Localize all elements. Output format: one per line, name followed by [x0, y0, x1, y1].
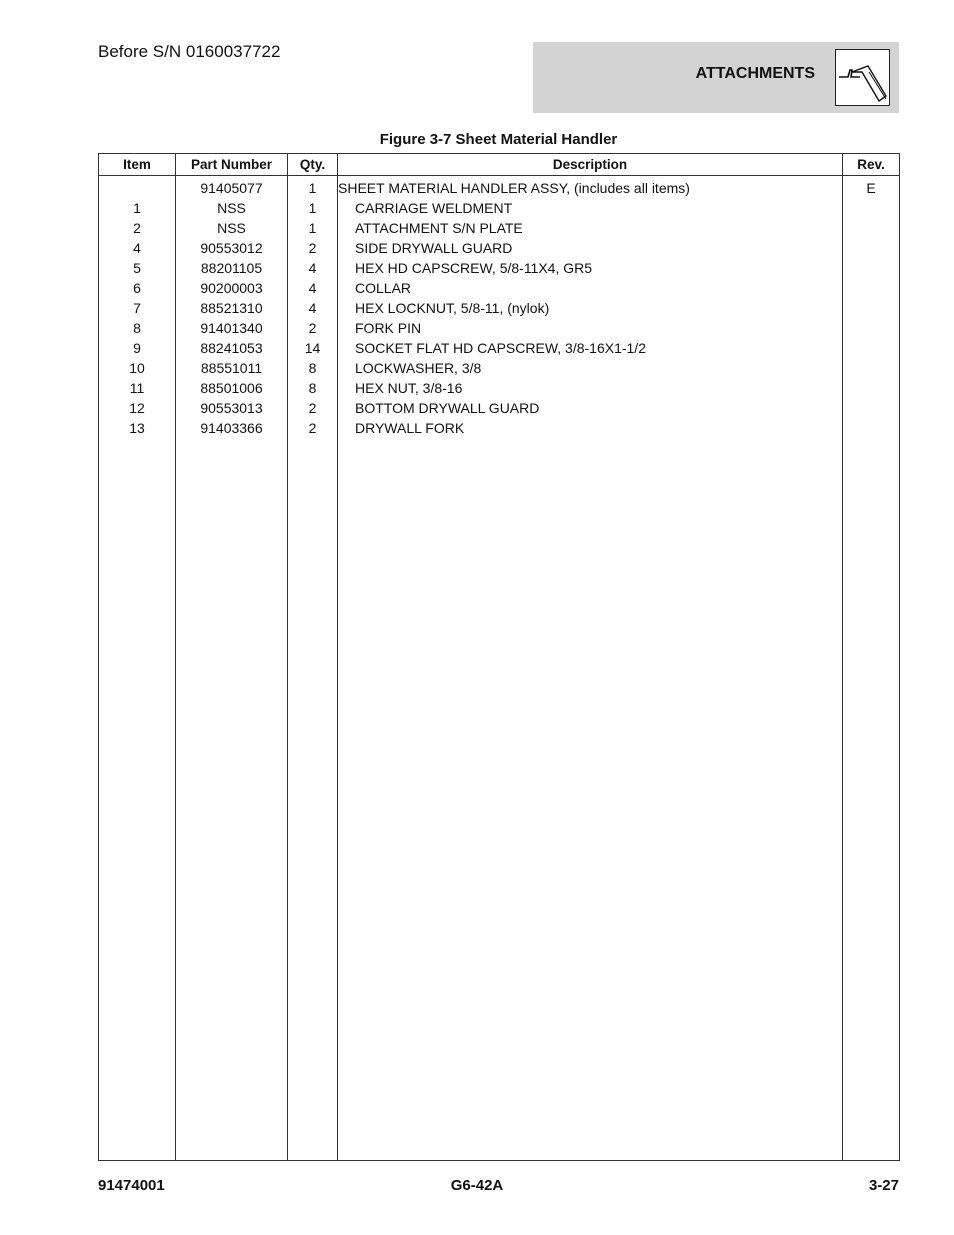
- quantity-cell: 4: [288, 258, 338, 278]
- table-row: [99, 318, 900, 338]
- part-number-cell: 91405077: [176, 176, 288, 199]
- table-filler-row: [99, 438, 900, 1161]
- parts-table: [98, 153, 900, 1161]
- description-cell: DRYWALL FORK: [338, 418, 843, 438]
- figure-title: Figure 3-7 Sheet Material Handler: [379, 131, 618, 148]
- description-cell: ATTACHMENT S/N PLATE: [338, 218, 843, 238]
- quantity-cell: 2: [288, 318, 338, 338]
- item-number-cell: 6: [99, 278, 176, 298]
- model-number: G6-42A: [450, 1177, 504, 1194]
- column-header-qty: Qty.: [288, 154, 338, 176]
- serial-number-note: Before S/N 0160037722: [98, 42, 281, 61]
- section-banner: [533, 42, 899, 113]
- description-cell: SIDE DRYWALL GUARD: [338, 238, 843, 258]
- quantity-cell: 2: [288, 398, 338, 418]
- quantity-cell: 8: [288, 378, 338, 398]
- table-row: [99, 418, 900, 438]
- parts-table-body: [99, 176, 900, 1161]
- revision-cell: [843, 338, 900, 358]
- quantity-cell: 1: [288, 176, 338, 199]
- item-number-cell: 8: [99, 318, 176, 338]
- description-cell: FORK PIN: [338, 318, 843, 338]
- quantity-cell: 4: [288, 298, 338, 318]
- description-cell: CARRIAGE WELDMENT: [338, 198, 843, 218]
- column-header-description: Description: [338, 154, 843, 176]
- item-number-cell: 12: [99, 398, 176, 418]
- description-cell: COLLAR: [338, 278, 843, 298]
- table-row: [99, 378, 900, 398]
- quantity-cell: 1: [288, 218, 338, 238]
- revision-cell: [843, 398, 900, 418]
- part-number-cell: 88501006: [176, 378, 288, 398]
- table-row: [99, 298, 900, 318]
- table-row: [99, 218, 900, 238]
- description-cell: LOCKWASHER, 3/8: [338, 358, 843, 378]
- quantity-cell: 14: [288, 338, 338, 358]
- revision-cell: [843, 318, 900, 338]
- page-number: 3-27: [868, 1177, 899, 1194]
- quantity-cell: 2: [288, 418, 338, 438]
- description-cell: SOCKET FLAT HD CAPSCREW, 3/8-16X1-1/2: [338, 338, 843, 358]
- description-cell: BOTTOM DRYWALL GUARD: [338, 398, 843, 418]
- item-number-cell: 13: [99, 418, 176, 438]
- section-title: ATTACHMENTS: [695, 65, 815, 82]
- part-number-cell: 88521310: [176, 298, 288, 318]
- part-number-cell: 91401340: [176, 318, 288, 338]
- document-number: 91474001: [98, 1177, 165, 1194]
- table-header-row: [99, 154, 900, 176]
- part-number-cell: 90200003: [176, 278, 288, 298]
- quantity-cell: 1: [288, 198, 338, 218]
- item-number-cell: 9: [99, 338, 176, 358]
- description-cell: SHEET MATERIAL HANDLER ASSY, (includes all items): [338, 176, 843, 199]
- column-header-item: Item: [99, 154, 176, 176]
- item-number-cell: 11: [99, 378, 176, 398]
- part-number-cell: 88241053: [176, 338, 288, 358]
- column-header-part-number: Part Number: [176, 154, 288, 176]
- part-number-cell: NSS: [176, 198, 288, 218]
- revision-cell: [843, 198, 900, 218]
- revision-cell: E: [843, 176, 900, 199]
- description-cell: HEX LOCKNUT, 5/8-11, (nylok): [338, 298, 843, 318]
- column-header-rev: Rev.: [843, 154, 900, 176]
- quantity-cell: 8: [288, 358, 338, 378]
- table-row: [99, 198, 900, 218]
- item-number-cell: 1: [99, 198, 176, 218]
- part-number-cell: NSS: [176, 218, 288, 238]
- revision-cell: [843, 278, 900, 298]
- part-number-cell: 90553012: [176, 238, 288, 258]
- table-row: [99, 176, 900, 199]
- item-number-cell: [99, 176, 176, 199]
- description-cell: HEX HD CAPSCREW, 5/8-11X4, GR5: [338, 258, 843, 278]
- part-number-cell: 90553013: [176, 398, 288, 418]
- item-number-cell: 2: [99, 218, 176, 238]
- item-number-cell: 5: [99, 258, 176, 278]
- revision-cell: [843, 218, 900, 238]
- revision-cell: [843, 298, 900, 318]
- quantity-cell: 4: [288, 278, 338, 298]
- item-number-cell: 4: [99, 238, 176, 258]
- item-number-cell: 7: [99, 298, 176, 318]
- table-row: [99, 238, 900, 258]
- revision-cell: [843, 418, 900, 438]
- part-number-cell: 88551011: [176, 358, 288, 378]
- table-row: [99, 258, 900, 278]
- table-row: [99, 358, 900, 378]
- revision-cell: [843, 358, 900, 378]
- attachment-tool-icon: [835, 49, 890, 106]
- table-row: [99, 278, 900, 298]
- part-number-cell: 88201105: [176, 258, 288, 278]
- table-row: [99, 338, 900, 358]
- quantity-cell: 2: [288, 238, 338, 258]
- table-row: [99, 398, 900, 418]
- part-number-cell: 91403366: [176, 418, 288, 438]
- revision-cell: [843, 238, 900, 258]
- revision-cell: [843, 258, 900, 278]
- item-number-cell: 10: [99, 358, 176, 378]
- description-cell: HEX NUT, 3/8-16: [338, 378, 843, 398]
- revision-cell: [843, 378, 900, 398]
